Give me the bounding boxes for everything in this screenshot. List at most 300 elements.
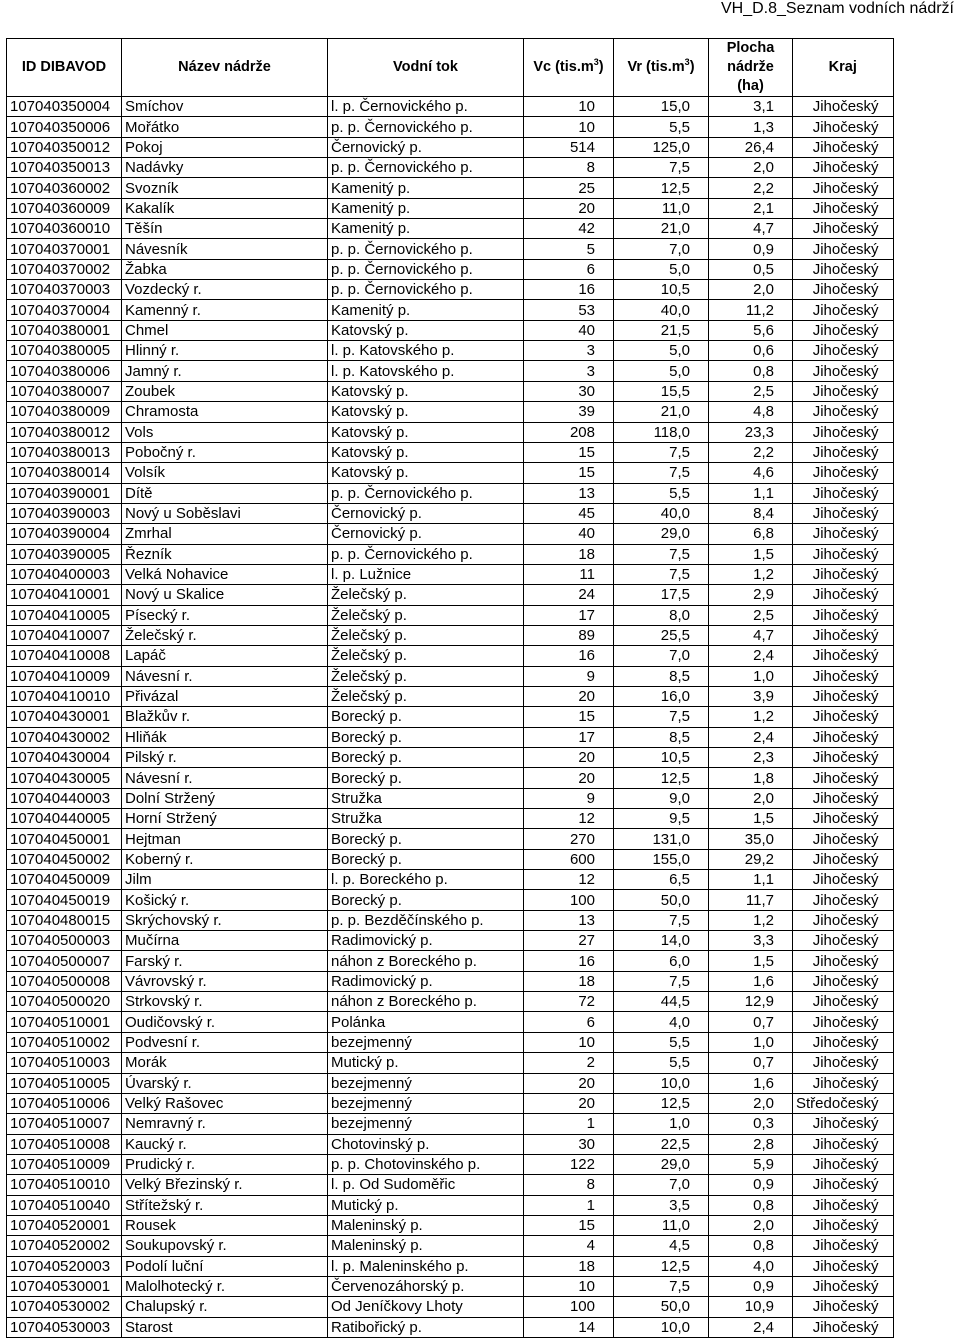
table-row bbox=[7, 341, 894, 361]
table-row bbox=[7, 992, 894, 1012]
cell-name: Farský r. bbox=[122, 951, 328, 971]
cell-region: Jihočeský bbox=[793, 178, 894, 198]
cell-vr: 50,0 bbox=[614, 890, 709, 910]
cell-name: Prudický r. bbox=[122, 1154, 328, 1174]
cell-name: Velký Rašovec bbox=[122, 1093, 328, 1113]
cell-area: 4,7 bbox=[709, 219, 793, 239]
cell-vr: 22,5 bbox=[614, 1134, 709, 1154]
table-row bbox=[7, 1236, 894, 1256]
cell-region: Jihočeský bbox=[793, 1114, 894, 1134]
cell-stream: p. p. Černovického p. bbox=[328, 117, 524, 137]
cell-stream: Maleninský p. bbox=[328, 1236, 524, 1256]
cell-vr: 10,0 bbox=[614, 1317, 709, 1337]
cell-stream: Katovský p. bbox=[328, 422, 524, 442]
table-row bbox=[7, 158, 894, 178]
cell-id: 107040400003 bbox=[7, 564, 122, 584]
cell-vr: 10,0 bbox=[614, 1073, 709, 1093]
table-row bbox=[7, 1154, 894, 1174]
cell-vc: 20 bbox=[524, 1093, 614, 1113]
header-id: ID DIBAVOD bbox=[7, 39, 122, 97]
cell-vc: 20 bbox=[524, 768, 614, 788]
cell-region: Jihočeský bbox=[793, 585, 894, 605]
cell-vc: 15 bbox=[524, 1215, 614, 1235]
cell-vc: 16 bbox=[524, 280, 614, 300]
reservoir-table bbox=[6, 38, 894, 1338]
cell-vc: 3 bbox=[524, 361, 614, 381]
cell-id: 107040450009 bbox=[7, 870, 122, 890]
cell-area: 2,0 bbox=[709, 280, 793, 300]
cell-id: 107040510040 bbox=[7, 1195, 122, 1215]
cell-id: 107040520003 bbox=[7, 1256, 122, 1276]
table-row bbox=[7, 1053, 894, 1073]
cell-id: 107040410008 bbox=[7, 646, 122, 666]
cell-area: 4,8 bbox=[709, 402, 793, 422]
cell-vr: 131,0 bbox=[614, 829, 709, 849]
cell-name: Vols bbox=[122, 422, 328, 442]
cell-vc: 45 bbox=[524, 503, 614, 523]
cell-vr: 40,0 bbox=[614, 503, 709, 523]
table-row bbox=[7, 1134, 894, 1154]
cell-vr: 11,0 bbox=[614, 198, 709, 218]
cell-name: Úvarský r. bbox=[122, 1073, 328, 1093]
cell-area: 1,3 bbox=[709, 117, 793, 137]
table-row bbox=[7, 320, 894, 340]
cell-region: Jihočeský bbox=[793, 605, 894, 625]
cell-vc: 16 bbox=[524, 646, 614, 666]
cell-vr: 29,0 bbox=[614, 524, 709, 544]
cell-area: 2,9 bbox=[709, 585, 793, 605]
cell-stream: l. p. Černovického p. bbox=[328, 97, 524, 117]
cell-id: 107040510007 bbox=[7, 1114, 122, 1134]
cell-name: Horní Stržený bbox=[122, 809, 328, 829]
table-row bbox=[7, 931, 894, 951]
table-row bbox=[7, 280, 894, 300]
cell-area: 4,7 bbox=[709, 625, 793, 645]
cell-region: Jihočeský bbox=[793, 341, 894, 361]
cell-region: Jihočeský bbox=[793, 1175, 894, 1195]
cell-id: 107040390003 bbox=[7, 503, 122, 523]
cell-vr: 12,5 bbox=[614, 1093, 709, 1113]
cell-id: 107040390004 bbox=[7, 524, 122, 544]
table-row bbox=[7, 402, 894, 422]
cell-stream: Chotovinský p. bbox=[328, 1134, 524, 1154]
cell-stream: Katovský p. bbox=[328, 442, 524, 462]
cell-vr: 7,5 bbox=[614, 971, 709, 991]
cell-id: 107040450001 bbox=[7, 829, 122, 849]
cell-area: 35,0 bbox=[709, 829, 793, 849]
cell-area: 2,0 bbox=[709, 158, 793, 178]
cell-name: Návesní r. bbox=[122, 666, 328, 686]
cell-region: Jihočeský bbox=[793, 951, 894, 971]
cell-name: Svozník bbox=[122, 178, 328, 198]
cell-vc: 39 bbox=[524, 402, 614, 422]
table-row bbox=[7, 910, 894, 930]
cell-region: Jihočeský bbox=[793, 1276, 894, 1296]
cell-id: 107040370001 bbox=[7, 239, 122, 259]
cell-name: Rousek bbox=[122, 1215, 328, 1235]
cell-vc: 100 bbox=[524, 1297, 614, 1317]
cell-region: Jihočeský bbox=[793, 1256, 894, 1276]
cell-region: Jihočeský bbox=[793, 402, 894, 422]
cell-stream: p. p. Chotovinského p. bbox=[328, 1154, 524, 1174]
cell-stream: p. p. Černovického p. bbox=[328, 544, 524, 564]
table-row bbox=[7, 585, 894, 605]
cell-id: 107040380005 bbox=[7, 341, 122, 361]
cell-vr: 29,0 bbox=[614, 1154, 709, 1174]
cell-region: Jihočeský bbox=[793, 442, 894, 462]
table-row bbox=[7, 1297, 894, 1317]
cell-vc: 11 bbox=[524, 564, 614, 584]
cell-name: Koberný r. bbox=[122, 849, 328, 869]
cell-area: 2,8 bbox=[709, 1134, 793, 1154]
cell-vr: 5,5 bbox=[614, 117, 709, 137]
cell-stream: Borecký p. bbox=[328, 890, 524, 910]
cell-stream: l. p. Od Sudoměřic bbox=[328, 1175, 524, 1195]
cell-area: 2,2 bbox=[709, 178, 793, 198]
table-row bbox=[7, 971, 894, 991]
cell-region: Jihočeský bbox=[793, 748, 894, 768]
cell-id: 107040380012 bbox=[7, 422, 122, 442]
cell-area: 2,1 bbox=[709, 198, 793, 218]
cell-vr: 25,5 bbox=[614, 625, 709, 645]
cell-region: Jihočeský bbox=[793, 625, 894, 645]
cell-id: 107040450019 bbox=[7, 890, 122, 910]
cell-region: Jihočeský bbox=[793, 1195, 894, 1215]
cell-region: Jihočeský bbox=[793, 524, 894, 544]
cell-id: 107040510009 bbox=[7, 1154, 122, 1174]
cell-vc: 14 bbox=[524, 1317, 614, 1337]
cell-vr: 7,5 bbox=[614, 910, 709, 930]
header-region: Kraj bbox=[793, 39, 894, 97]
cell-id: 107040410010 bbox=[7, 686, 122, 706]
cell-region: Jihočeský bbox=[793, 1032, 894, 1052]
cell-name: Hejtman bbox=[122, 829, 328, 849]
cell-area: 2,0 bbox=[709, 1215, 793, 1235]
cell-name: Dolní Stržený bbox=[122, 788, 328, 808]
cell-vc: 9 bbox=[524, 788, 614, 808]
cell-area: 11,2 bbox=[709, 300, 793, 320]
cell-name: Chramosta bbox=[122, 402, 328, 422]
table-row bbox=[7, 870, 894, 890]
cell-id: 107040510006 bbox=[7, 1093, 122, 1113]
table-row bbox=[7, 1317, 894, 1337]
cell-name: Jamný r. bbox=[122, 361, 328, 381]
cell-name: Přivázal bbox=[122, 686, 328, 706]
cell-vc: 270 bbox=[524, 829, 614, 849]
table-row bbox=[7, 686, 894, 706]
cell-name: Zmrhal bbox=[122, 524, 328, 544]
table-row bbox=[7, 442, 894, 462]
cell-name: Řezník bbox=[122, 544, 328, 564]
cell-vc: 25 bbox=[524, 178, 614, 198]
cell-vc: 30 bbox=[524, 1134, 614, 1154]
cell-vc: 15 bbox=[524, 442, 614, 462]
table-row bbox=[7, 829, 894, 849]
cell-stream: Ratibořický p. bbox=[328, 1317, 524, 1337]
cell-vc: 10 bbox=[524, 97, 614, 117]
cell-region: Jihočeský bbox=[793, 300, 894, 320]
cell-stream: Maleninský p. bbox=[328, 1215, 524, 1235]
cell-vc: 122 bbox=[524, 1154, 614, 1174]
cell-id: 107040360002 bbox=[7, 178, 122, 198]
cell-vc: 13 bbox=[524, 910, 614, 930]
table-row bbox=[7, 788, 894, 808]
cell-vc: 6 bbox=[524, 259, 614, 279]
cell-vr: 11,0 bbox=[614, 1215, 709, 1235]
cell-id: 107040390001 bbox=[7, 483, 122, 503]
table-row bbox=[7, 849, 894, 869]
cell-stream: Kamenitý p. bbox=[328, 198, 524, 218]
cell-region: Jihočeský bbox=[793, 992, 894, 1012]
cell-id: 107040410005 bbox=[7, 605, 122, 625]
table-row bbox=[7, 1256, 894, 1276]
cell-region: Jihočeský bbox=[793, 361, 894, 381]
cell-name: Nový u Skalice bbox=[122, 585, 328, 605]
cell-area: 1,6 bbox=[709, 971, 793, 991]
table-row bbox=[7, 1276, 894, 1296]
cell-id: 107040430001 bbox=[7, 707, 122, 727]
cell-name: Košický r. bbox=[122, 890, 328, 910]
cell-stream: Kamenitý p. bbox=[328, 219, 524, 239]
cell-name: Nadávky bbox=[122, 158, 328, 178]
cell-area: 1,5 bbox=[709, 809, 793, 829]
cell-id: 107040500003 bbox=[7, 931, 122, 951]
table-row bbox=[7, 117, 894, 137]
cell-area: 0,9 bbox=[709, 239, 793, 259]
cell-area: 2,4 bbox=[709, 646, 793, 666]
cell-id: 107040380009 bbox=[7, 402, 122, 422]
cell-region: Jihočeský bbox=[793, 239, 894, 259]
cell-vc: 42 bbox=[524, 219, 614, 239]
table-row bbox=[7, 1114, 894, 1134]
cell-name: Mučírna bbox=[122, 931, 328, 951]
cell-id: 107040530001 bbox=[7, 1276, 122, 1296]
cell-vc: 8 bbox=[524, 158, 614, 178]
cell-region: Středočeský bbox=[793, 1093, 894, 1113]
cell-stream: Černovický p. bbox=[328, 503, 524, 523]
cell-area: 1,2 bbox=[709, 707, 793, 727]
cell-stream: bezejmenný bbox=[328, 1073, 524, 1093]
cell-stream: Želečský p. bbox=[328, 646, 524, 666]
cell-stream: Radimovický p. bbox=[328, 931, 524, 951]
cell-id: 107040480015 bbox=[7, 910, 122, 930]
cell-area: 29,2 bbox=[709, 849, 793, 869]
cell-vr: 12,5 bbox=[614, 178, 709, 198]
cell-region: Jihočeský bbox=[793, 483, 894, 503]
cell-stream: p. p. Černovického p. bbox=[328, 158, 524, 178]
table-row bbox=[7, 625, 894, 645]
cell-id: 107040510003 bbox=[7, 1053, 122, 1073]
cell-vr: 5,0 bbox=[614, 361, 709, 381]
table-row bbox=[7, 381, 894, 401]
cell-vr: 8,5 bbox=[614, 666, 709, 686]
cell-stream: bezejmenný bbox=[328, 1114, 524, 1134]
cell-area: 2,4 bbox=[709, 727, 793, 747]
cell-name: Volsík bbox=[122, 463, 328, 483]
cell-stream: Mutický p. bbox=[328, 1053, 524, 1073]
cell-vr: 8,0 bbox=[614, 605, 709, 625]
cell-id: 107040380014 bbox=[7, 463, 122, 483]
cell-stream: Katovský p. bbox=[328, 463, 524, 483]
cell-area: 3,1 bbox=[709, 97, 793, 117]
cell-id: 107040430004 bbox=[7, 748, 122, 768]
table-row bbox=[7, 483, 894, 503]
cell-region: Jihočeský bbox=[793, 1154, 894, 1174]
cell-vc: 20 bbox=[524, 748, 614, 768]
cell-id: 107040520001 bbox=[7, 1215, 122, 1235]
cell-name: Pobočný r. bbox=[122, 442, 328, 462]
cell-name: Vávrovský r. bbox=[122, 971, 328, 991]
cell-vr: 7,5 bbox=[614, 564, 709, 584]
cell-area: 10,9 bbox=[709, 1297, 793, 1317]
cell-stream: p. p. Bezděčínského p. bbox=[328, 910, 524, 930]
cell-area: 1,0 bbox=[709, 1032, 793, 1052]
cell-area: 2,5 bbox=[709, 605, 793, 625]
cell-stream: Černovický p. bbox=[328, 137, 524, 157]
cell-area: 4,0 bbox=[709, 1256, 793, 1276]
table-row bbox=[7, 524, 894, 544]
cell-name: Zoubek bbox=[122, 381, 328, 401]
cell-name: Střítežský r. bbox=[122, 1195, 328, 1215]
cell-stream: Želečský p. bbox=[328, 605, 524, 625]
cell-name: Soukupovský r. bbox=[122, 1236, 328, 1256]
cell-name: Blažkův r. bbox=[122, 707, 328, 727]
header-name: Název nádrže bbox=[122, 39, 328, 97]
cell-region: Jihočeský bbox=[793, 809, 894, 829]
cell-vr: 7,5 bbox=[614, 463, 709, 483]
cell-vr: 40,0 bbox=[614, 300, 709, 320]
cell-region: Jihočeský bbox=[793, 849, 894, 869]
cell-area: 0,6 bbox=[709, 341, 793, 361]
cell-vr: 5,5 bbox=[614, 483, 709, 503]
header-row bbox=[7, 39, 894, 97]
header-vc: Vc $(tis.m^3)$ bbox=[524, 39, 614, 97]
cell-region: Jihočeský bbox=[793, 1073, 894, 1093]
cell-vc: 1 bbox=[524, 1195, 614, 1215]
cell-vc: 8 bbox=[524, 1175, 614, 1195]
cell-area: 4,6 bbox=[709, 463, 793, 483]
cell-area: 0,3 bbox=[709, 1114, 793, 1134]
cell-id: 107040510010 bbox=[7, 1175, 122, 1195]
cell-region: Jihočeský bbox=[793, 890, 894, 910]
cell-region: Jihočeský bbox=[793, 1134, 894, 1154]
cell-vc: 15 bbox=[524, 463, 614, 483]
cell-region: Jihočeský bbox=[793, 829, 894, 849]
cell-vr: 21,0 bbox=[614, 402, 709, 422]
cell-name: Mořátko bbox=[122, 117, 328, 137]
cell-id: 107040520002 bbox=[7, 1236, 122, 1256]
cell-vr: 5,5 bbox=[614, 1053, 709, 1073]
cell-stream: Borecký p. bbox=[328, 829, 524, 849]
cell-stream: Černovický p. bbox=[328, 524, 524, 544]
cell-area: 0,8 bbox=[709, 1236, 793, 1256]
cell-id: 107040410009 bbox=[7, 666, 122, 686]
cell-name: Podolí luční bbox=[122, 1256, 328, 1276]
cell-id: 107040430002 bbox=[7, 727, 122, 747]
cell-name: Smíchov bbox=[122, 97, 328, 117]
cell-id: 107040350013 bbox=[7, 158, 122, 178]
cell-id: 107040380001 bbox=[7, 320, 122, 340]
cell-region: Jihočeský bbox=[793, 1317, 894, 1337]
cell-vr: 16,0 bbox=[614, 686, 709, 706]
cell-vr: 6,5 bbox=[614, 870, 709, 890]
cell-vr: 21,5 bbox=[614, 320, 709, 340]
cell-id: 107040360009 bbox=[7, 198, 122, 218]
cell-stream: p. p. Černovického p. bbox=[328, 259, 524, 279]
cell-stream: Borecký p. bbox=[328, 707, 524, 727]
cell-vc: 12 bbox=[524, 870, 614, 890]
cell-vr: 15,5 bbox=[614, 381, 709, 401]
cell-stream: náhon z Boreckého p. bbox=[328, 992, 524, 1012]
cell-area: 0,8 bbox=[709, 361, 793, 381]
cell-vr: 7,5 bbox=[614, 158, 709, 178]
cell-name: Velká Nohavice bbox=[122, 564, 328, 584]
cell-stream: Želečský p. bbox=[328, 585, 524, 605]
table-row bbox=[7, 890, 894, 910]
cell-region: Jihočeský bbox=[793, 666, 894, 686]
cell-id: 107040360010 bbox=[7, 219, 122, 239]
cell-region: Jihočeský bbox=[793, 1012, 894, 1032]
cell-region: Jihočeský bbox=[793, 1053, 894, 1073]
cell-region: Jihočeský bbox=[793, 422, 894, 442]
cell-area: 0,8 bbox=[709, 1195, 793, 1215]
cell-region: Jihočeský bbox=[793, 686, 894, 706]
cell-id: 107040380007 bbox=[7, 381, 122, 401]
cell-vr: 21,0 bbox=[614, 219, 709, 239]
table-row bbox=[7, 1073, 894, 1093]
cell-area: 1,8 bbox=[709, 768, 793, 788]
cell-stream: l. p. Boreckého p. bbox=[328, 870, 524, 890]
cell-id: 107040530003 bbox=[7, 1317, 122, 1337]
table-row bbox=[7, 1195, 894, 1215]
cell-vr: 3,5 bbox=[614, 1195, 709, 1215]
table-row bbox=[7, 646, 894, 666]
cell-name: Kakalík bbox=[122, 198, 328, 218]
cell-stream: Katovský p. bbox=[328, 402, 524, 422]
cell-stream: p. p. Černovického p. bbox=[328, 239, 524, 259]
cell-vr: 7,5 bbox=[614, 442, 709, 462]
cell-name: Návesník bbox=[122, 239, 328, 259]
cell-name: Hlinný r. bbox=[122, 341, 328, 361]
cell-id: 107040500008 bbox=[7, 971, 122, 991]
cell-name: Želečský r. bbox=[122, 625, 328, 645]
cell-id: 107040370002 bbox=[7, 259, 122, 279]
cell-vc: 53 bbox=[524, 300, 614, 320]
table-row bbox=[7, 259, 894, 279]
cell-region: Jihočeský bbox=[793, 931, 894, 951]
table-row bbox=[7, 422, 894, 442]
cell-area: 1,6 bbox=[709, 1073, 793, 1093]
cell-vc: 10 bbox=[524, 1032, 614, 1052]
cell-vr: 9,5 bbox=[614, 809, 709, 829]
cell-vc: 16 bbox=[524, 951, 614, 971]
cell-vr: 50,0 bbox=[614, 1297, 709, 1317]
cell-id: 107040370004 bbox=[7, 300, 122, 320]
table-row bbox=[7, 564, 894, 584]
cell-vc: 100 bbox=[524, 890, 614, 910]
cell-vc: 18 bbox=[524, 544, 614, 564]
cell-id: 107040440005 bbox=[7, 809, 122, 829]
cell-vc: 18 bbox=[524, 1256, 614, 1276]
cell-name: Jilm bbox=[122, 870, 328, 890]
cell-stream: Borecký p. bbox=[328, 748, 524, 768]
cell-vc: 10 bbox=[524, 1276, 614, 1296]
cell-region: Jihočeský bbox=[793, 727, 894, 747]
cell-region: Jihočeský bbox=[793, 280, 894, 300]
cell-stream: bezejmenný bbox=[328, 1093, 524, 1113]
cell-stream: p. p. Černovického p. bbox=[328, 280, 524, 300]
cell-id: 107040530002 bbox=[7, 1297, 122, 1317]
